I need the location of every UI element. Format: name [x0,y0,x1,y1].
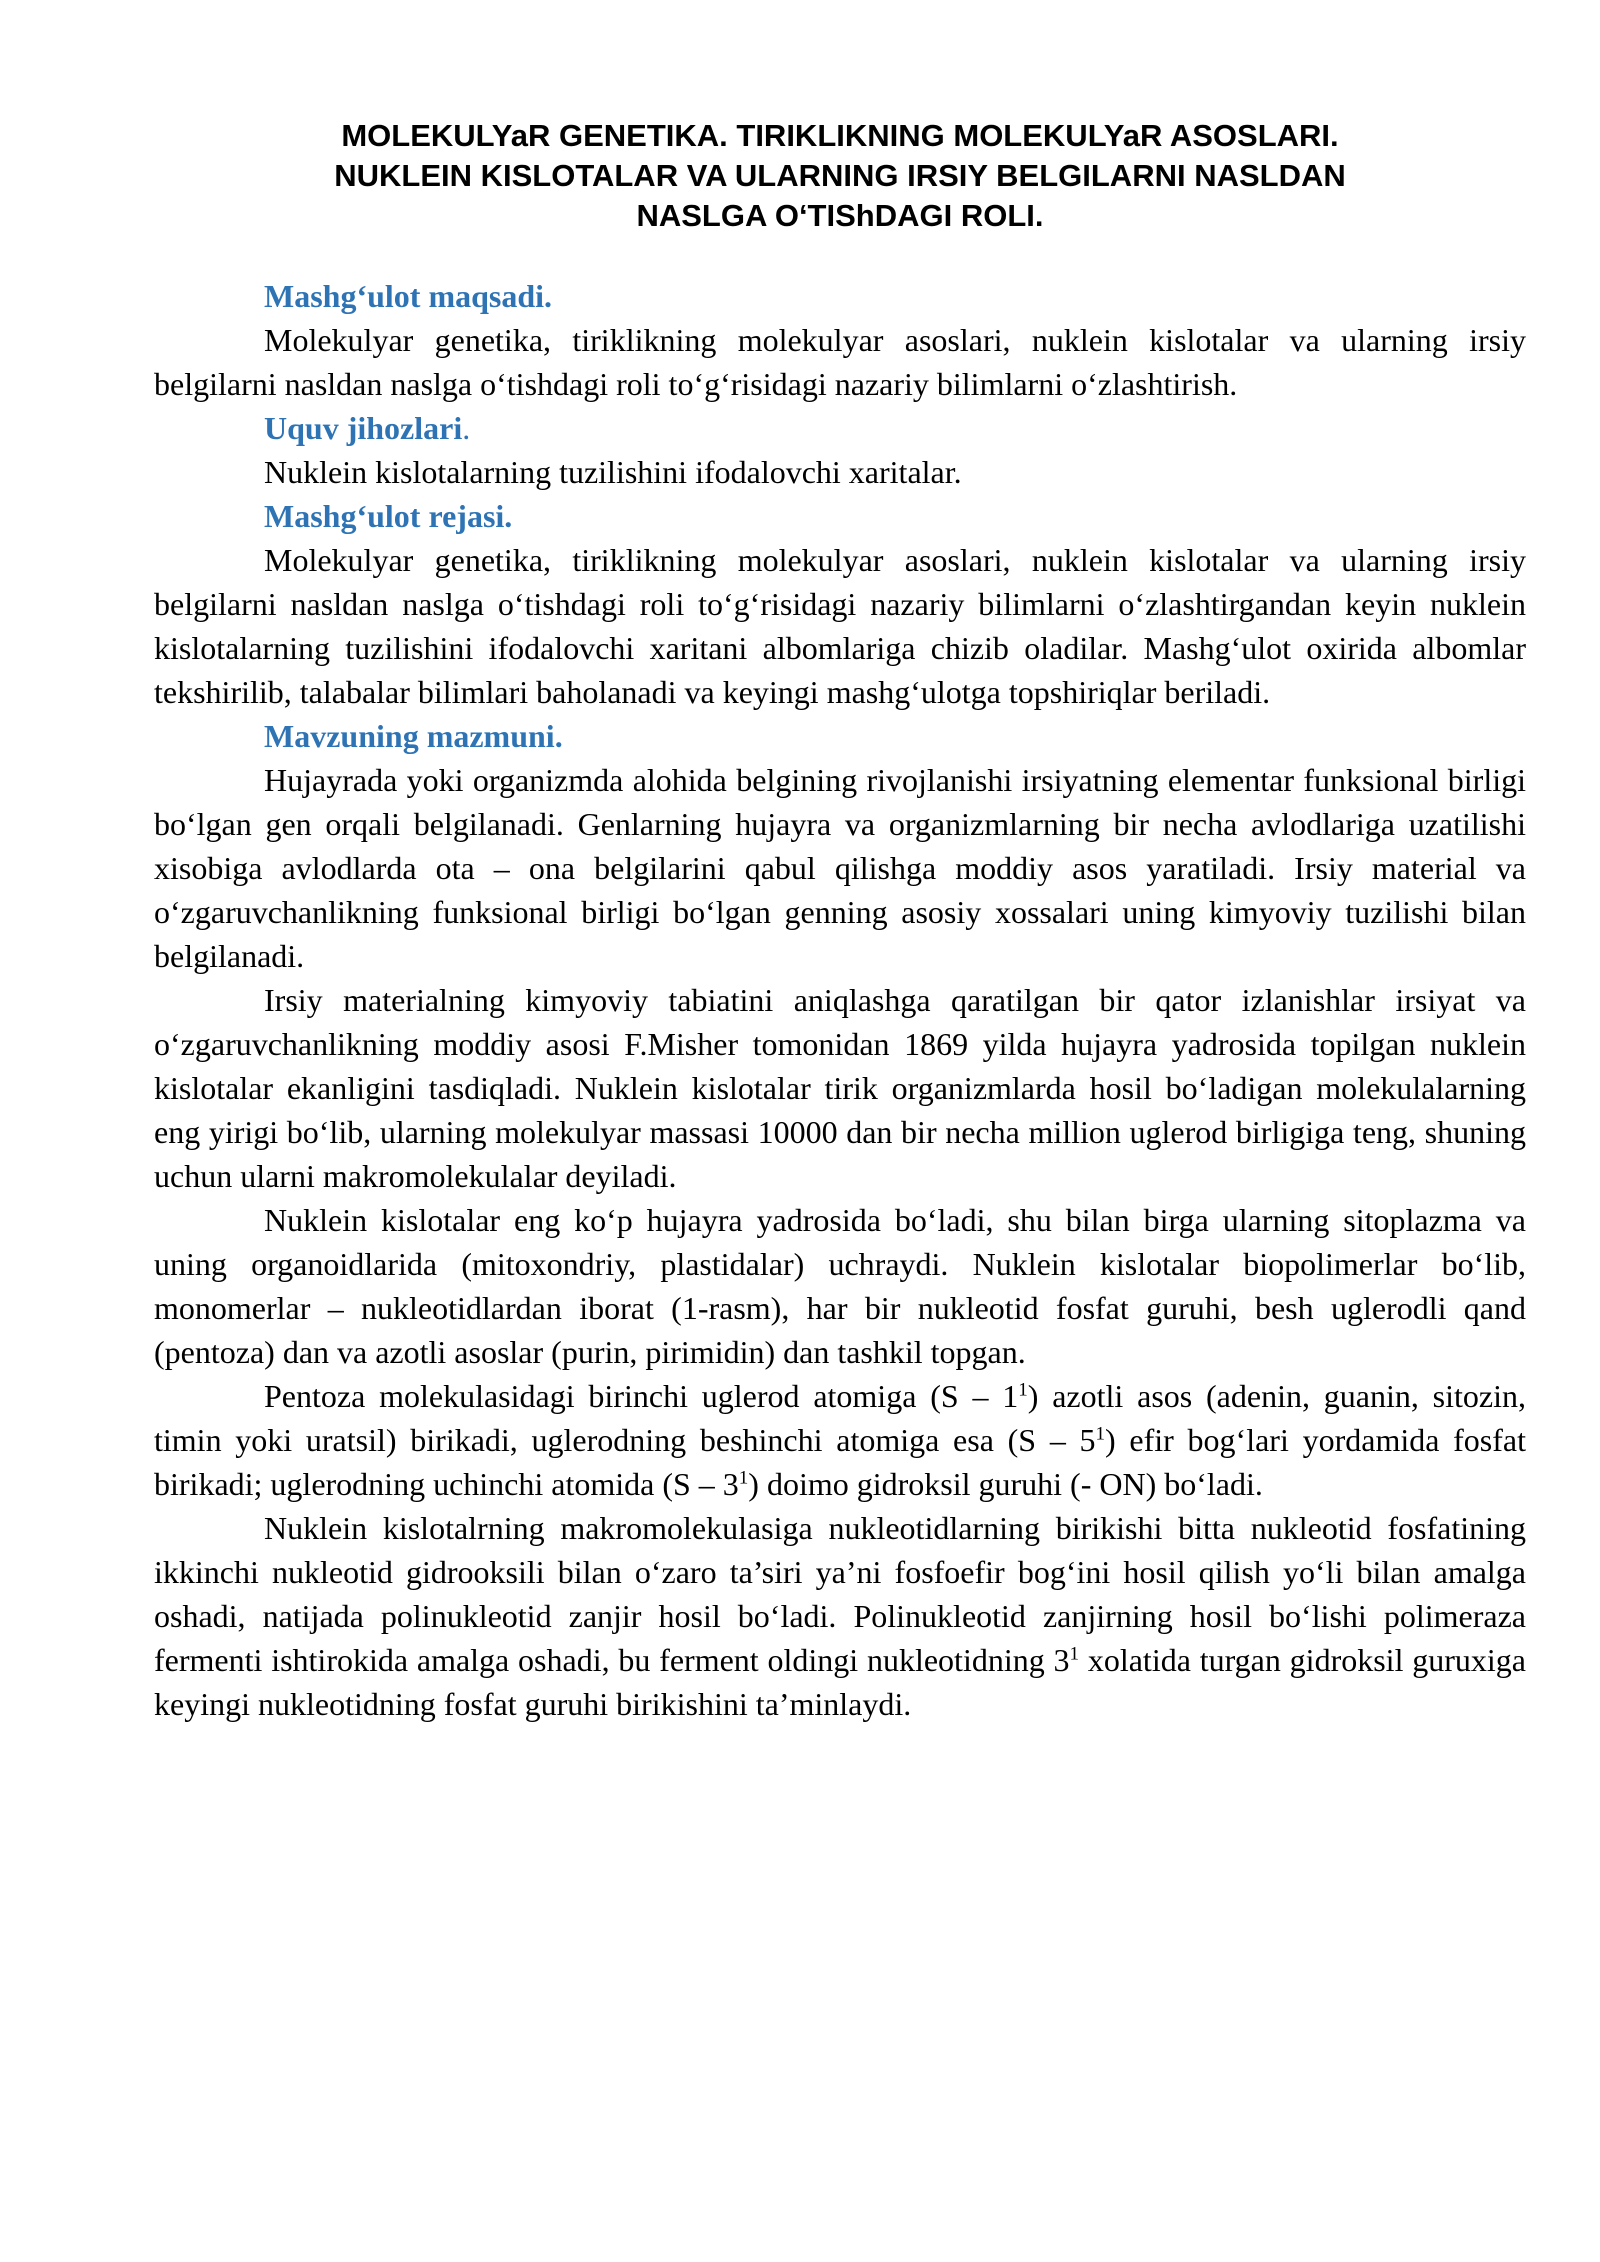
goal-heading: Mashg‘ulot maqsadi. [264,278,553,314]
p4-superscript-3: 1 [738,1467,749,1489]
p4-superscript-2: 1 [1095,1423,1106,1445]
equipment-text: Nuklein kislotalarning tuzilishini ifodalovchi xaritalar. [264,454,962,490]
p4-superscript-1: 1 [1018,1379,1028,1401]
content-paragraph-2: Irsiy materialning kimyoviy tabiatini aniqlashga qaratilgan bir qator izlanishlar irsiyat va o‘zgaruvchanlikning moddiy asosi F.Misher tomonidan 1869 yilda hujayra yadrosida topilgan nuklein kislotalar ekanligini tasdiqladi. Nuklein kislotalar tirik organizmlarda hosil bo‘ladigan molekulalarning eng yirigi bo‘lib, ularning molekulyar massasi 10000 dan bir necha million uglerod birligiga teng, shuning uchun ularni makromolekulalar deyiladi. [154,982,1526,1194]
goal-text: Molekulyar genetika, tiriklikning molekulyar asoslari, nuklein kislotalar va ularning irsiy belgilarni nasldan naslga o‘tishdagi roli to‘g‘risidagi nazariy bilimlarni o‘zlashtirish. [154,322,1526,402]
title-line-3: NASLGA O‘TIShDAGI ROLI. [636,198,1044,233]
equipment-heading-dot: . [462,410,471,446]
plan-heading: Mashg‘ulot rejasi. [264,498,513,534]
p4-text-2: ) azotli asos (adenin, guanin, sitozin, timin yoki uratsil) birikadi, uglerodning beshinchi atomiga esa (S – 5 [154,1378,1527,1458]
document-page [154,116,1526,1726]
title-line-2: NUKLEIN KISLOTALAR VA ULARNING IRSIY BELGILARNI NASLDAN [334,158,1346,193]
content-heading: Mavzuning mazmuni. [264,718,563,754]
content-paragraph-1: Hujayrada yoki organizmda alohida belgining rivojlanishi irsiyatning elementar funksional birligi bo‘lgan gen orqali belgilanadi. Genlarning hujayra va organizmlarning bir necha avlodlariga uzatilishi xisobiga avlodlarda ota – ona belgilarini qabul qilishga moddiy asos yaratiladi. Irsiy material va o‘zgaruvchanlikning funksional birligi bo‘lgan genning asosiy xossalari uning kimyoviy tuzilishi bilan belgilanadi. [154,762,1526,974]
p4-text-4: ) doimo gidroksil guruhi (- ON) bo‘ladi. [748,1466,1263,1502]
equipment-heading [154,406,1526,450]
title-line-1: MOLEKULYaR GENETIKA. TIRIKLIKNING MOLEKULYaR ASOSLARI. [341,118,1339,153]
content-paragraph-4 [154,1374,1526,1506]
content-paragraph-3: Nuklein kislotalar eng ko‘p hujayra yadrosida bo‘ladi, shu bilan birga ularning sitoplazma va uning organoidlarida (mitoxondriy, plastidalar) uchraydi. Nuklein kislotalar biopolimerlar bo‘lib, monomerlar – nukleotidlardan iborat (1-rasm), har bir nukleotid fosfat guruhi, besh uglerodli qand (pentoza) dan va azotli asoslar (purin, pirimidin) dan tashkil topgan. [154,1202,1526,1370]
p5-text-2: xolatida turgan gidroksil guruxiga keyingi nukleotidning fosfat guruhi birikishini ta’minlaydi. [154,1642,1527,1722]
p4-text-3: ) efir bog‘lari yordamida fosfat birikadi; uglerodning uchinchi atomida (S – 3 [154,1422,1527,1502]
content-paragraph-5 [154,1506,1526,1726]
p5-text-1: Nuklein kislotalrning makromolekulasiga nukleotidlarning birikishi bitta nukleotid fosfatining ikkinchi nukleotid gidrooksili bilan o‘zaro ta’siri ya’ni fosfoefir bog‘ini hosil qilish yo‘li bilan amalga oshadi, natijada polinukleotid zanjir hosil bo‘ladi. Polinukleotid zanjirning hosil bo‘lishi polimeraza fermenti ishtirokida amalga oshadi, bu ferment oldingi nukleotidning 3 [154,1510,1526,1678]
document-title [154,116,1526,236]
equipment-heading-text: Uquv jihozlari [264,410,463,446]
p5-superscript-1: 1 [1069,1643,1080,1665]
plan-text: Molekulyar genetika, tiriklikning molekulyar asoslari, nuklein kislotalar va ularning irsiy belgilarni nasldan naslga o‘tishdagi roli to‘g‘risidagi nazariy bilimlarni o‘zlashtirgandan keyin nuklein kislotalarning tuzilishini ifodalovchi xaritani albomlariga chizib oladilar. Mashg‘ulot oxirida albomlar tekshirilib, talabalar bilimlari baholanadi va keyingi mashg‘ulotga topshiriqlar beriladi. [154,542,1526,710]
p4-text-1: Pentoza molekulasidagi birinchi uglerod atomiga (S – 1 [264,1378,1019,1414]
